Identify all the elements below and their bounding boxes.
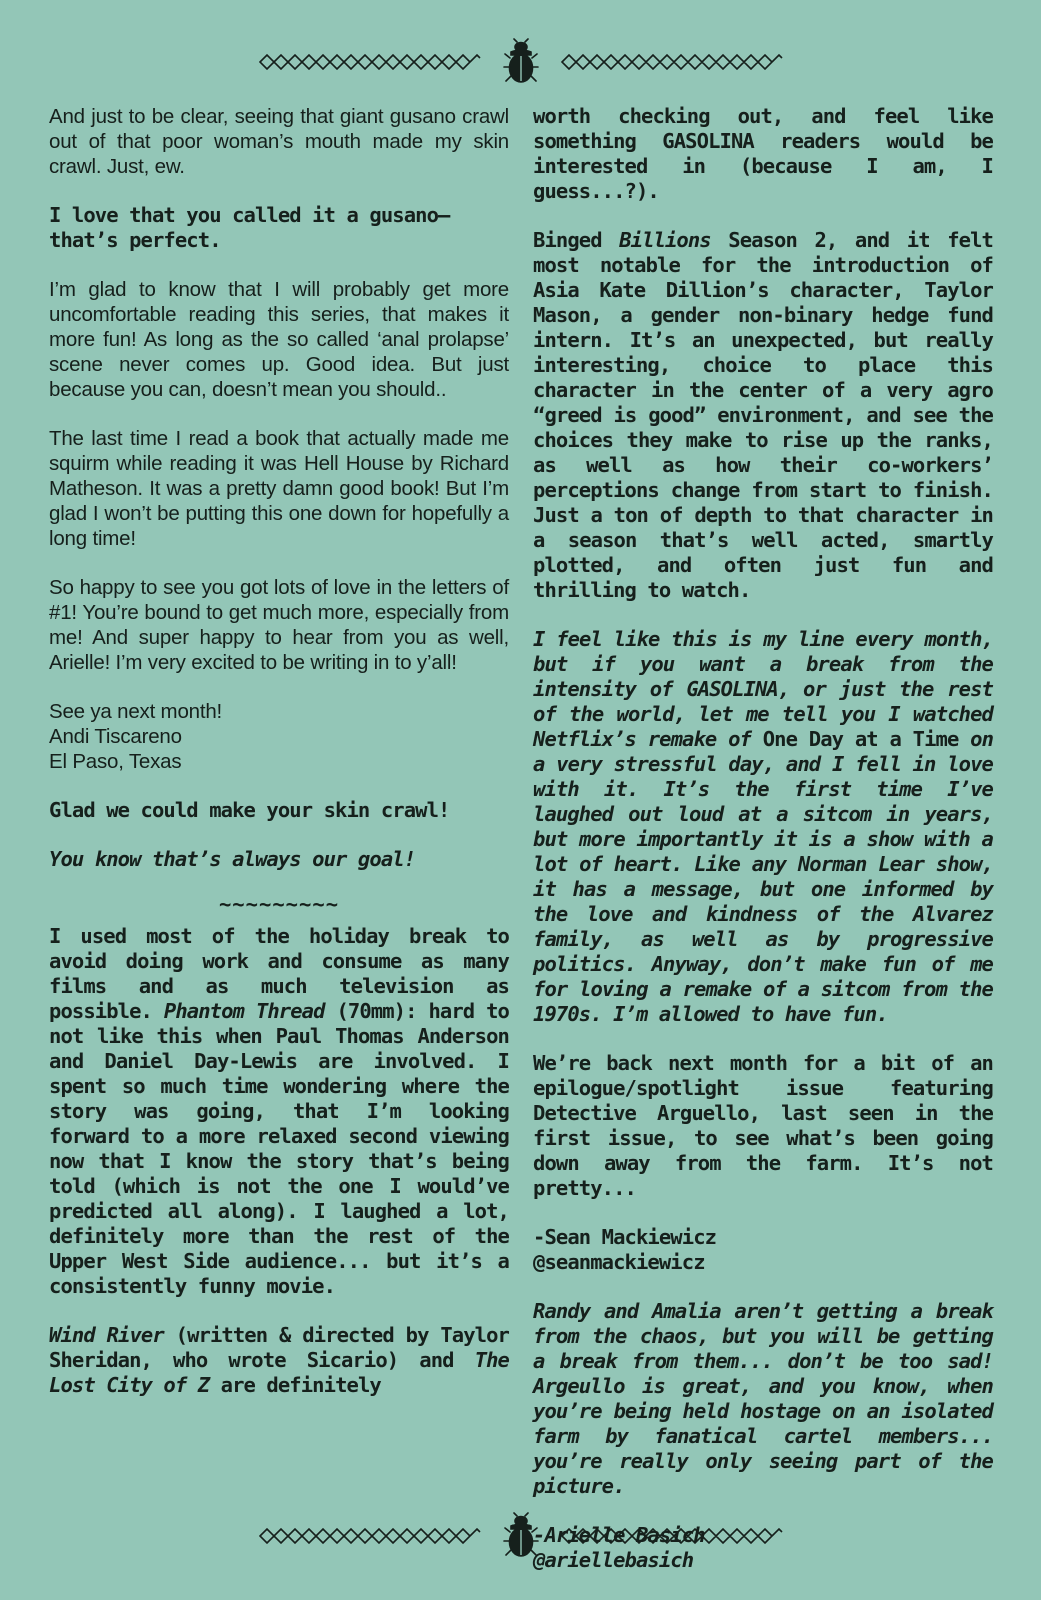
show-title: Billions: [619, 228, 711, 252]
film-title: The Lost City of Z: [49, 1348, 509, 1397]
beetle-icon: [503, 1512, 539, 1560]
text-run: I feel like this is my line every month, but if you want a break from the intensity of GASOLINA, or just the rest of the world, let me tell you I watched Netflix’s remake of: [533, 627, 993, 751]
editor-handle: @seanmackiewicz: [533, 1250, 705, 1274]
bottom-ornament: [0, 1506, 1041, 1566]
editor-paragraph: [49, 1323, 509, 1398]
letter-signature: [49, 699, 509, 774]
letter-paragraph: The last time I read a book that actually made me squirm while reading it was Hell House by Richard Matheson. It was a pretty damn good book! But I’m glad I won’t be putting this one down for hopefully a long time!: [49, 427, 509, 550]
show-title: One Day at a Time: [762, 727, 959, 751]
diamond-chain-left: [259, 1528, 481, 1544]
reply-paragraph: I love that you called it a gusano—that’s perfect.: [49, 203, 450, 252]
editor-paragraph-italic: [533, 627, 993, 1027]
reply-paragraph: Glad we could make your skin crawl!: [49, 798, 450, 822]
text-run: on a very stressful day, and I fell in love with it. It’s the first time I’ve laughed out loud at a sitcom in years, but more importantly it is a show with a lot of heart. Like any Norman Lear show, it has a message, but one informed by the love and kindness of the Alvarez family, as well as by progressive politics. Anyway, don’t make fun of me for loving a remake of a sitcom from the 1970s. I’m allowed to have fun.: [533, 727, 994, 1026]
diamond-chain-right: [561, 1528, 783, 1544]
letter-paragraph: I’m glad to know that I will probably get more uncomfortable reading this series, that makes it more fun! As long as the so called ‘anal prolapse’ scene never comes up. Good idea. But just because you can, doesn’t mean you should..: [49, 278, 509, 401]
text-run: Binged: [533, 228, 620, 252]
editor-name: -Sean Mackiewicz: [533, 1225, 717, 1249]
text-run: Season 2, and it felt most notable for the introduction of Asia Kate Dillion’s character, Taylor Mason, a gender non-binary hedge fund intern. It’s an unexpected, but really interesting, choice to place this character in the center of a very agro “greed is good” environment, and see the choices they make to rise up the ranks, as well as how their co-workers’ perceptions change from start to finish. Just a ton of depth to that character in a season that’s well acted, smartly plotted, and often just fun and thrilling to watch.: [533, 228, 993, 602]
letter-paragraph: And just to be clear, seeing that giant gusano crawl out of that poor woman’s mouth made my skin crawl. Just, ew.: [49, 105, 509, 178]
text-run: I used most of the holiday break to avoid doing work and consume as many films and as much television as possible.: [49, 924, 509, 1023]
text-run: (70mm): hard to not like this when Paul Thomas Anderson and Daniel Day-Lewis are involved. I spent so much time wondering where the story was going, that I’m looking forward to a more relaxed second viewing now that I know the story that’s being told (which is not the one I would’ve predicted all along). I laughed a lot, definitely more than the rest of the Upper West Side audience... but it’s a consistently funny movie.: [49, 999, 509, 1298]
editor-paragraph-italic: Randy and Amalia aren’t getting a break from the chaos, but you will be getting a break from them... don’t be too sad! Argeullo is great, and you know, when you’re being held hostage on an isolated farm by fanatical cartel members... you’re really only seeing part of the picture.: [533, 1299, 993, 1498]
beetle-icon: [503, 38, 539, 86]
diamond-chain-right: [561, 54, 783, 70]
editor-paragraph: We’re back next month for a bit of an epilogue/spotlight issue featuring Detective Arguello, last seen in the first issue, to see what’s been going down away from the farm. It’s not pretty...: [533, 1051, 993, 1200]
author-name: Andi Tiscareno: [49, 725, 182, 748]
editor-handle: @ariellebasich: [533, 1548, 694, 1572]
editor-name: -Arielle Basich: [533, 1523, 705, 1547]
diamond-chain-left: [259, 54, 481, 70]
text-run: (written & directed by Taylor Sheridan, who wrote Sicario) and: [49, 1323, 510, 1372]
text-run: are definitely: [209, 1373, 381, 1397]
editor-signature: [533, 1225, 993, 1275]
editor-paragraph: worth checking out, and feel like something GASOLINA readers would be interested in (because I am, I guess...?).: [533, 104, 993, 203]
top-ornament: [0, 32, 1041, 92]
film-title: Phantom Thread: [163, 999, 325, 1023]
author-location: El Paso, Texas: [49, 750, 182, 773]
film-title: Wind River: [49, 1323, 164, 1347]
signoff: See ya next month!: [49, 700, 223, 723]
section-divider: ~~~~~~~~~: [218, 892, 340, 916]
left-column: [49, 104, 509, 1422]
letter-paragraph: So happy to see you got lots of love in the letters of #1! You’re bound to get much more, especially from me! And super happy to hear from you as well, Arielle! I’m very excited to be writing in to y’all!: [49, 576, 509, 674]
right-column: [533, 104, 993, 1597]
editor-paragraph: [49, 924, 509, 1299]
editor-paragraph: [533, 228, 993, 603]
reply-paragraph-italic: You know that’s always our goal!: [49, 847, 416, 871]
